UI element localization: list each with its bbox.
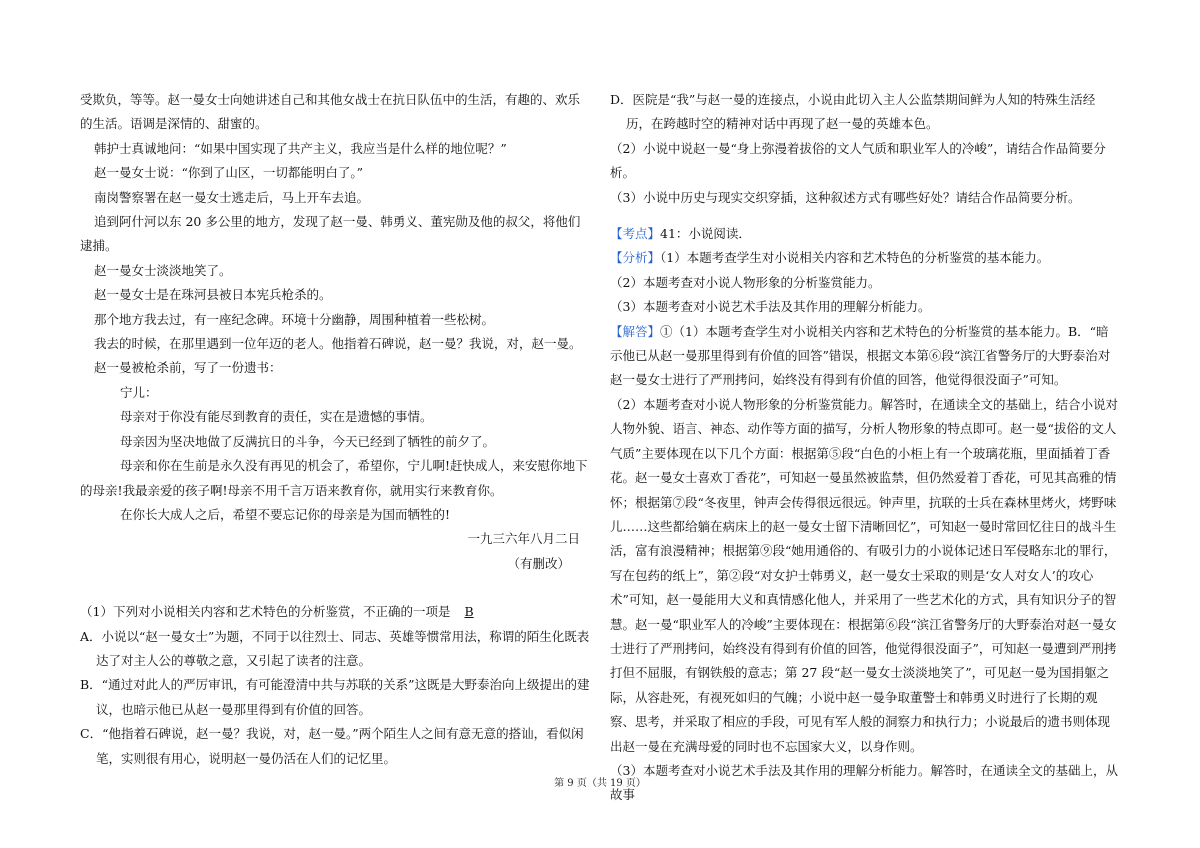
jieda-paragraph: （2）本题考查对小说人物形象的分析鉴赏能力。解答时，在通读全文的基础上，结合小说对人物外貌、语言、神态、动作等方面的描写，分析人物形象的特点即可。赵一曼“拔俗的文人气质”主要体现在以下几个方面：根据第⑤段“白色的小柜上有一个玻璃花瓶，里面插着丁香花。赵一曼女士喜欢丁香花”，可知赵一曼虽然被监禁，但仍然爱着丁香花，可见其高雅的情怀；根据第⑦段“冬夜里，钟声会传得很远很远。钟声里，抗联的士兵在森林里烤火，烤野味儿……这些都给躺在病床上的赵一曼女士留下清晰回忆”，可知赵一曼时常回忆往日的战斗生活，富有浪漫精神；根据第⑨段“她用通俗的、有吸引力的小说体记述日军侵略东北的罪行，写在包药的纸上”，第②段“对女护士韩勇义，赵一曼女士采取的则是‘女人对女人’的攻心术”可知，赵一曼能用大义和真情感化他人，并采用了一些艺术化的方式，具有知识分子的智慧。赵一曼“职业军人的冷峻”主要体现在：根据第⑥段“滨江省警务厅的大野泰治对赵一曼女士进行了严刑拷问，始终没有得到有价值的回答，他觉得很没面子”，可知赵一曼遭到严刑拷打但不屈服，有钢铁般的意志；第 27 段“赵一曼女士淡淡地笑了”，可见赵一曼为国捐躯之际，从容赴死，有视死如归的气魄；小说中赵一曼争取董警士和韩勇义时进行了长期的观察、思考，并采取了相应的手段，可见有军人般的洞察力和执行力；小说最后的遗书则体现出赵一曼在充满母爱的同时也不忘国家大义，以身作则。: [610, 396, 1118, 754]
paragraph: 赵一曼被枪杀前，写了一份遗书：: [94, 360, 282, 376]
question-1: [80, 600, 592, 624]
question-stem: （1）下列对小说相关内容和艺术特色的分析鉴赏，不正确的一项是: [80, 604, 451, 620]
right-column: [610, 88, 1120, 808]
paragraph: 赵一曼女士是在珠河县被日本宪兵枪杀的。: [94, 287, 332, 303]
letter-paragraph: 母亲对于你没有能尽到教育的责任，实在是遗憾的事情。: [120, 409, 433, 425]
paragraph: 我去的时候，在那里遇到一位年迈的老人。他指着石碑说，赵一曼？我说，对，赵一曼。: [94, 336, 582, 352]
option-a: A．小说以“赵一曼女士”为题，不同于以往烈士、同志、英雄等惯常用法，称谓的陌生化既表达了对主人公的尊敬之意，又引起了读者的注意。: [80, 628, 590, 668]
kaodian-tag: 【考点】: [610, 226, 661, 242]
question-2: （2）小说中说赵一曼“身上弥漫着拔俗的文人气质和职业军人的冷峻”，请结合作品简要分析。: [610, 140, 1106, 181]
fenxi-text: （1）本题考查学生对小说相关内容和艺术特色的分析鉴赏的基本能力。: [660, 250, 1050, 266]
paragraph: 赵一曼女士说：“你到了山区，一切都能明白了。”: [94, 165, 364, 181]
paragraph: 追到阿什河以东 20 多公里的地方，发现了赵一曼、韩勇义、董宪勋及他的叔父，将他们逮捕。: [80, 214, 581, 254]
letter-paragraph: 在你长大成人之后，希望不要忘记你的母亲是为国而牺牲的!: [120, 506, 451, 522]
option-d: D．医院是“我”与赵一曼的连接点，小说由此切入主人公监禁期间鲜为人知的特殊生活经历，在跨越时空的精神对话中再现了赵一曼的英雄本色。: [610, 92, 1096, 132]
fenxi-line: （2）本题考查对小说人物形象的分析鉴赏能力。: [610, 274, 881, 290]
paragraph: 赵一曼女士淡淡地笑了。: [94, 262, 232, 278]
jieda-paragraph: [610, 320, 1120, 393]
fenxi-line: [610, 246, 1120, 270]
spacer: [80, 576, 592, 600]
letter-paragraph: 母亲因为坚决地做了反满抗日的斗争，今天已经到了牺牲的前夕了。: [120, 433, 496, 449]
option-c: C．“他指着石碑说，赵一曼？我说，对，赵一曼。”两个陌生人之间有意无意的搭讪，看似闲笔，实则很有用心，说明赵一曼仍活在人们的记忆里。: [80, 726, 584, 766]
letter-paragraph: 母亲和你在生前是永久没有再见的机会了，希望你，宁儿啊!赶快成人，来安慰你地下的母亲!我最亲爱的孩子啊!母亲不用千言万语来教育你，就用实行来教育你。: [80, 458, 588, 498]
question-3: （3）小说中历史与现实交织穿插，这种叙述方式有哪些好处？请结合作品简要分析。: [610, 189, 1081, 205]
kaodian-line: [610, 222, 1120, 246]
paragraph: 那个地方我去过，有一座纪念碑。环境十分幽静，周围种植着一些松树。: [94, 311, 495, 327]
letter-date: 一九三六年八月二日: [467, 531, 580, 547]
letter-greeting: 宁儿：: [120, 384, 158, 400]
left-column: [80, 88, 592, 771]
kaodian-text: 41：小说阅读．: [660, 226, 751, 242]
fenxi-tag: 【分析】: [610, 250, 661, 266]
option-b: B．“通过对此人的严厉审讯，有可能澄清中共与苏联的关系”这既是大野泰治向上级提出的建议，也暗示他已从赵一曼那里得到有价值的回答。: [80, 677, 590, 717]
jieda-paragraph: （3）本题考查对小说艺术手法及其作用的理解分析能力。解答时，在通读全文的基础上，从故事: [610, 762, 1118, 803]
paragraph: 韩护士真诚地问：“如果中国实现了共产主义，我应当是什么样的地位呢？”: [94, 140, 507, 156]
paragraph: 受欺负，等等。赵一曼女士向她讲述自己和其他女战士在抗日队伍中的生活，有趣的、欢乐的生活。语调是深情的、甜蜜的。: [80, 92, 581, 132]
answer-blank: B: [464, 604, 474, 620]
jieda-text: ①（1）本题考查学生对小说相关内容和艺术特色的分析鉴赏的基本能力。B．“暗示他已从赵一曼那里得到有价值的回答”错误，根据文本第⑥段“滨江省警务厅的大野泰治对赵一曼女士进行了严刑拷问，始终没有得到有价值的回答，他觉得很没面子”可知。: [610, 323, 1111, 388]
page-footer: 第 9 页（共 19 页）: [554, 778, 646, 789]
fenxi-line: （3）本题考查对小说艺术手法及其作用的理解分析能力。: [610, 299, 931, 315]
jieda-tag: 【解答】: [610, 323, 661, 339]
paragraph: 南岗警察署在赵一曼女士逃走后，马上开车去追。: [94, 189, 370, 205]
spacer: [610, 210, 1120, 222]
source-note: （有删改）: [507, 555, 570, 571]
